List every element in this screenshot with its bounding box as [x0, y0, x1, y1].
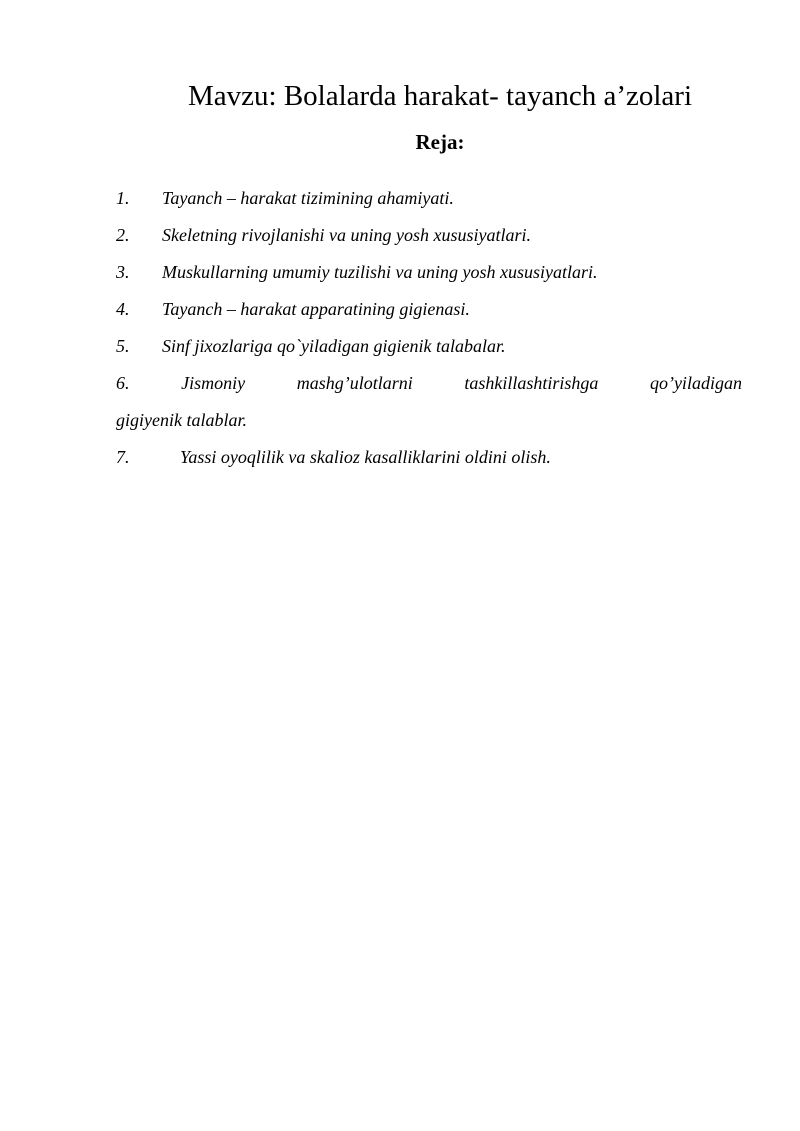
plan-item: [116, 223, 742, 260]
plan-item: [116, 297, 742, 334]
plan-item-word: qo’yiladigan: [649, 373, 742, 393]
plan-item-number: 6.: [116, 373, 130, 393]
plan-item-number: 1.: [116, 188, 130, 208]
plan-item-word: Jismoniy: [181, 373, 246, 393]
plan-item: [116, 260, 742, 297]
plan-item-number: 3.: [116, 262, 130, 282]
plan-list: [116, 186, 742, 482]
document-title: Mavzu: Bolalarda harakat- tayanch a’zolari: [187, 80, 693, 112]
plan-item-text: Skeletning rivojlanishi va uning yosh xususiyatlari.: [162, 225, 531, 245]
plan-item-word: mashg’ulotlarni: [296, 373, 413, 393]
plan-item-number: 7.: [116, 447, 130, 467]
plan-item-number: 4.: [116, 299, 130, 319]
plan-item-text: Tayanch – harakat apparatining gigienasi.: [162, 299, 470, 319]
plan-item-number: 5.: [116, 336, 130, 356]
plan-item: [116, 445, 742, 482]
plan-item-word: tashkillashtirishga: [464, 373, 599, 393]
plan-item-text: Muskullarning umumiy tuzilishi va uning yosh xususiyatlari.: [162, 262, 598, 282]
plan-item-number: 2.: [116, 225, 130, 245]
plan-heading: Reja:: [415, 130, 465, 154]
plan-item-text: Yassi oyoqlilik va skalioz kasalliklarini oldini olish.: [180, 447, 551, 467]
plan-item: [116, 186, 742, 223]
plan-item-text: Sinf jixozlariga qo`yiladigan gigienik talabalar.: [162, 336, 506, 356]
plan-item-line: [116, 371, 742, 408]
plan-item: [116, 334, 742, 371]
plan-item-text: Tayanch – harakat tizimining ahamiyati.: [162, 188, 454, 208]
plan-item: [116, 371, 742, 445]
plan-item-continuation: gigiyenik talablar.: [116, 410, 247, 430]
